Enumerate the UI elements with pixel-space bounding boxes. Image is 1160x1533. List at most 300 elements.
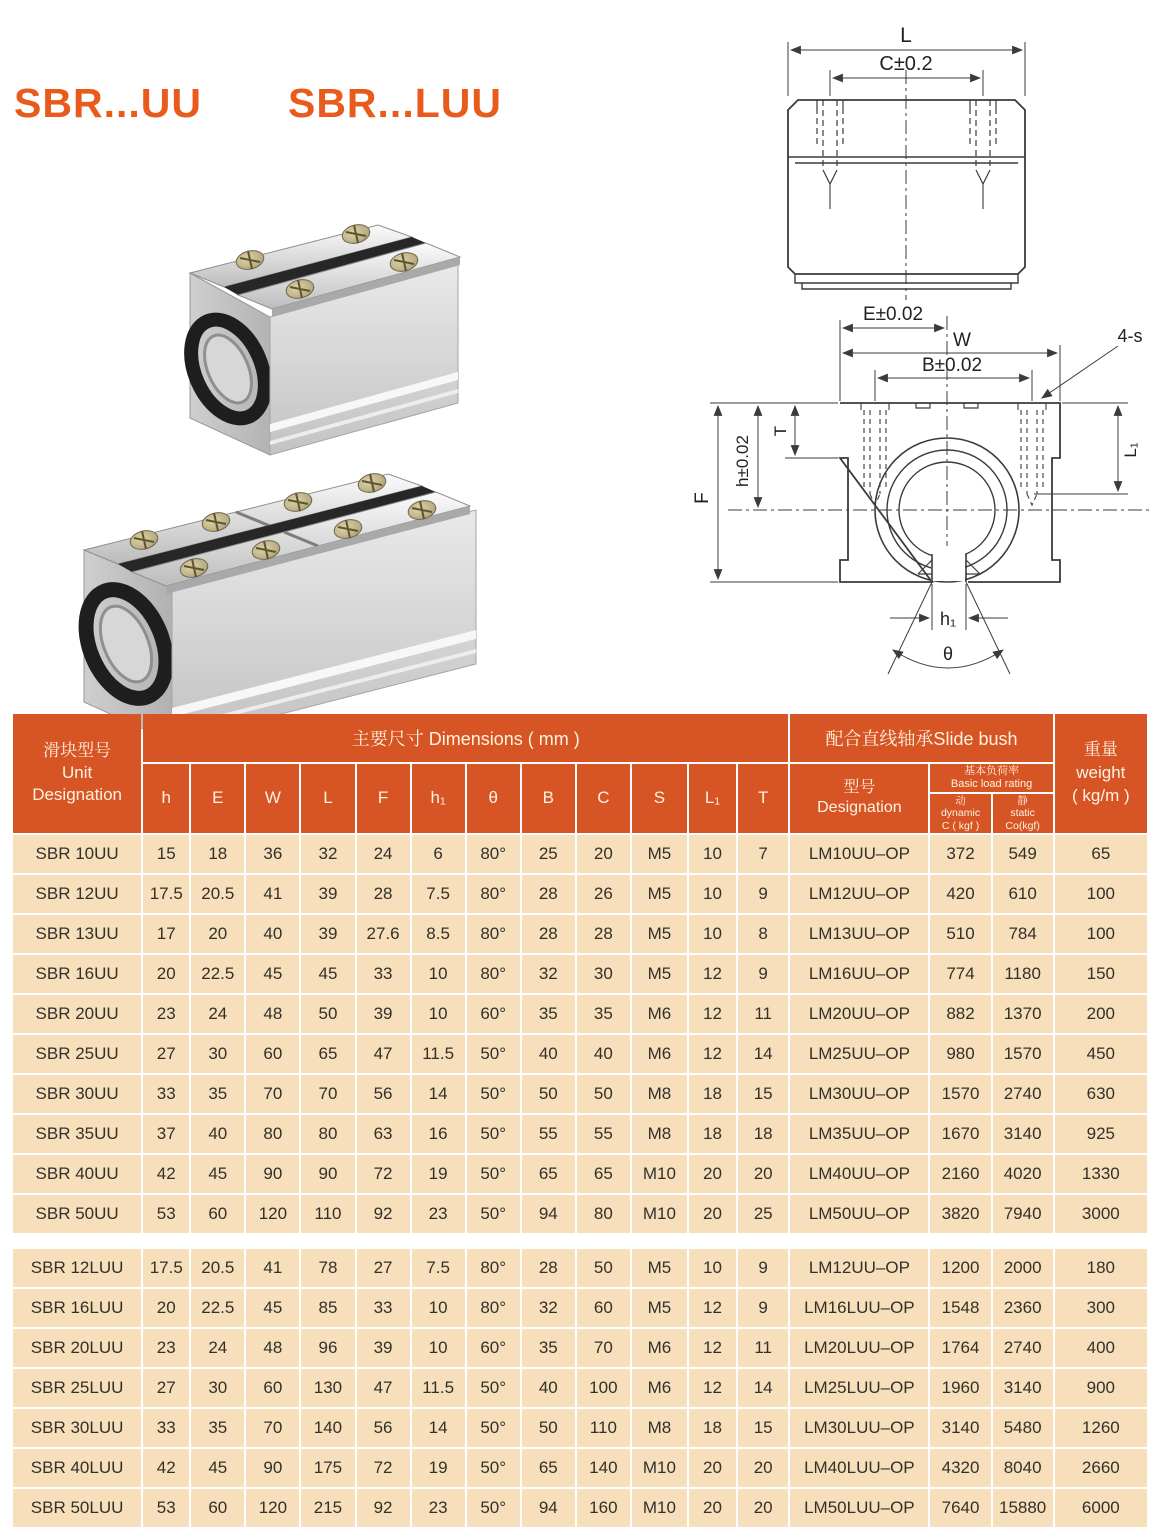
dimension-value-cell: 53: [143, 1195, 189, 1233]
static-load-cell: 610: [993, 875, 1053, 913]
dimension-value-cell: 7: [738, 835, 788, 873]
table-row: [13, 1249, 1147, 1287]
dimension-value-cell: 175: [301, 1449, 354, 1487]
bush-designation-cell: LM16UU–OP: [790, 955, 928, 993]
dimension-value-cell: 23: [412, 1489, 465, 1527]
dimension-value-cell: 27: [357, 1249, 410, 1287]
unit-designation-cell: SBR 25UU: [13, 1035, 141, 1073]
leader-4s: [1042, 346, 1118, 398]
col-header-E: E: [191, 764, 244, 833]
dimension-value-cell: M8: [632, 1409, 687, 1447]
col-header-h1: h₁: [412, 764, 465, 833]
unit-designation-cell: SBR 12UU: [13, 875, 141, 913]
dimension-value-cell: 39: [301, 875, 354, 913]
dimension-value-cell: 50°: [467, 1449, 520, 1487]
static-load-cell: 549: [993, 835, 1053, 873]
dimension-value-cell: 60: [246, 1369, 299, 1407]
dimension-value-cell: 50: [577, 1249, 630, 1287]
screw-hole: [1018, 403, 1046, 505]
col-header-theta: θ: [467, 764, 520, 833]
table-row: [13, 1155, 1147, 1193]
dimension-value-cell: 50: [522, 1075, 575, 1113]
dimension-value-cell: 11: [738, 1329, 788, 1367]
col-header-L: L: [301, 764, 354, 833]
dimension-value-cell: 45: [301, 955, 354, 993]
dynamic-load-cell: 1764: [930, 1329, 990, 1367]
dimension-value-cell: 35: [522, 1329, 575, 1367]
dimension-value-cell: M6: [632, 995, 687, 1033]
header-unit-en1: Unit: [61, 763, 93, 783]
dimension-value-cell: 18: [689, 1075, 736, 1113]
col-header-F: F: [357, 764, 410, 833]
dimension-value-cell: 94: [522, 1489, 575, 1527]
dimension-value-cell: 56: [357, 1409, 410, 1447]
slot-mask: [931, 546, 965, 581]
dimension-label-L: L: [900, 24, 912, 47]
header-model-en: Designation: [817, 799, 902, 817]
col-header-h: h: [143, 764, 189, 833]
dynamic-load-cell: 7640: [930, 1489, 990, 1527]
page-title: [14, 80, 502, 127]
dimension-value-cell: 60: [191, 1195, 244, 1233]
dynamic-load-cell: 372: [930, 835, 990, 873]
dimension-value-cell: 60: [577, 1289, 630, 1327]
header-stat-unit: Co(kgf): [1005, 819, 1040, 832]
dimension-value-cell: 35: [522, 995, 575, 1033]
col-header-W: W: [246, 764, 299, 833]
dynamic-load-cell: 3140: [930, 1409, 990, 1447]
table-section-gap: [13, 1235, 1147, 1247]
dimension-label-theta: θ: [942, 644, 954, 664]
header-load-cn: 基本负荷率: [964, 765, 1020, 777]
dimension-value-cell: 40: [191, 1115, 244, 1153]
dimension-value-cell: 12: [689, 1369, 736, 1407]
dimension-value-cell: 80: [246, 1115, 299, 1153]
dimension-label-W: W: [953, 330, 971, 351]
weight-value-cell: 400: [1055, 1329, 1147, 1367]
dimension-value-cell: 80°: [467, 1249, 520, 1287]
dimension-value-cell: 20: [689, 1155, 736, 1193]
dimension-value-cell: 25: [522, 835, 575, 873]
dimension-value-cell: M10: [632, 1489, 687, 1527]
static-load-cell: 4020: [993, 1155, 1053, 1193]
dimension-value-cell: 30: [191, 1369, 244, 1407]
side-view-svg: [695, 12, 1160, 304]
dimension-value-cell: 45: [191, 1155, 244, 1193]
dimension-value-cell: 18: [191, 835, 244, 873]
dimension-value-cell: 70: [577, 1329, 630, 1367]
unit-designation-cell: SBR 12LUU: [13, 1249, 141, 1287]
static-load-cell: 15880: [993, 1489, 1053, 1527]
static-load-cell: 1180: [993, 955, 1053, 993]
unit-designation-cell: SBR 35UU: [13, 1115, 141, 1153]
dimension-value-cell: 20: [738, 1155, 788, 1193]
dimension-value-cell: M5: [632, 1249, 687, 1287]
table-row: [13, 1289, 1147, 1327]
dimension-value-cell: 19: [412, 1155, 465, 1193]
col-header-T: T: [738, 764, 788, 833]
dimension-value-cell: 10: [689, 835, 736, 873]
header-stat-en: static: [1010, 807, 1035, 820]
dimension-value-cell: M5: [632, 915, 687, 953]
dimension-value-cell: M5: [632, 835, 687, 873]
weight-value-cell: 2660: [1055, 1449, 1147, 1487]
dynamic-load-cell: 1670: [930, 1115, 990, 1153]
dimension-value-cell: 120: [246, 1195, 299, 1233]
dimension-label-E: E±0.02: [862, 304, 924, 325]
dimension-value-cell: 65: [522, 1449, 575, 1487]
weight-value-cell: 150: [1055, 955, 1147, 993]
dimension-value-cell: 41: [246, 875, 299, 913]
dimension-value-cell: 92: [357, 1195, 410, 1233]
bush-designation-cell: LM10UU–OP: [790, 835, 928, 873]
dimension-value-cell: 92: [357, 1489, 410, 1527]
header-weight-en: weight: [1076, 762, 1126, 782]
dimension-value-cell: 40: [577, 1035, 630, 1073]
unit-designation-cell: SBR 16LUU: [13, 1289, 141, 1327]
dimension-value-cell: 50: [301, 995, 354, 1033]
bush-designation-cell: LM40LUU–OP: [790, 1449, 928, 1487]
dimension-value-cell: 27.6: [357, 915, 410, 953]
dimension-value-cell: 24: [191, 995, 244, 1033]
dimension-value-cell: 45: [191, 1449, 244, 1487]
table-row: [13, 955, 1147, 993]
dimension-value-cell: 22.5: [191, 1289, 244, 1327]
dimension-value-cell: 20: [689, 1449, 736, 1487]
dimension-value-cell: 22.5: [191, 955, 244, 993]
dimension-value-cell: 9: [738, 955, 788, 993]
static-load-cell: 2360: [993, 1289, 1053, 1327]
unit-designation-cell: SBR 13UU: [13, 915, 141, 953]
section-gap-spacer: [13, 1235, 1147, 1247]
dimension-value-cell: 18: [689, 1115, 736, 1153]
dimension-value-cell: 48: [246, 1329, 299, 1367]
dimension-value-cell: 110: [301, 1195, 354, 1233]
unit-designation-cell: SBR 50UU: [13, 1195, 141, 1233]
header-model-cn: 型号: [843, 779, 876, 797]
header-dyn-cn: 动: [955, 795, 966, 808]
dimension-value-cell: 11: [738, 995, 788, 1033]
dimension-label-B: B±0.02: [921, 355, 983, 376]
technical-drawing-front-section: [690, 298, 1160, 706]
col-header-basic-load-rating: [930, 764, 1052, 792]
screw-hole: [861, 403, 889, 505]
static-load-cell: 1370: [993, 995, 1053, 1033]
dimension-value-cell: 30: [577, 955, 630, 993]
dimension-value-cell: 50°: [467, 1155, 520, 1193]
table-row: [13, 1035, 1147, 1073]
dimension-value-cell: 36: [246, 835, 299, 873]
dimension-value-cell: 160: [577, 1489, 630, 1527]
dimension-value-cell: M6: [632, 1035, 687, 1073]
dimension-value-cell: 47: [357, 1369, 410, 1407]
dimension-value-cell: 80°: [467, 915, 520, 953]
bush-designation-cell: LM16LUU–OP: [790, 1289, 928, 1327]
dimension-value-cell: 90: [246, 1155, 299, 1193]
weight-value-cell: 450: [1055, 1035, 1147, 1073]
dimension-value-cell: 28: [522, 875, 575, 913]
dimension-label-C: C±0.2: [879, 53, 933, 75]
dimension-value-cell: 56: [357, 1075, 410, 1113]
dimension-value-cell: 60°: [467, 1329, 520, 1367]
dimension-value-cell: 24: [191, 1329, 244, 1367]
dimension-L1: [1034, 403, 1128, 494]
header-dyn-unit: C ( kgf ): [941, 819, 980, 832]
dimension-value-cell: 20: [689, 1195, 736, 1233]
dimension-value-cell: 17.5: [143, 875, 189, 913]
bush-designation-cell: LM20LUU–OP: [790, 1329, 928, 1367]
dimension-value-cell: 72: [357, 1155, 410, 1193]
dimension-value-cell: 14: [412, 1409, 465, 1447]
dimension-value-cell: 20: [689, 1489, 736, 1527]
col-header-L1: L₁: [689, 764, 736, 833]
dimension-value-cell: 90: [301, 1155, 354, 1193]
unit-designation-cell: SBR 30UU: [13, 1075, 141, 1113]
dimension-value-cell: 33: [357, 1289, 410, 1327]
dimension-value-cell: 90: [246, 1449, 299, 1487]
dynamic-load-cell: 882: [930, 995, 990, 1033]
static-load-cell: 7940: [993, 1195, 1053, 1233]
dimension-value-cell: 28: [357, 875, 410, 913]
table-row: [13, 1075, 1147, 1113]
dimension-value-cell: 78: [301, 1249, 354, 1287]
dimension-value-cell: 45: [246, 1289, 299, 1327]
bush-designation-cell: LM50LUU–OP: [790, 1489, 928, 1527]
dimension-value-cell: 35: [577, 995, 630, 1033]
dimension-value-cell: 63: [357, 1115, 410, 1153]
dimension-value-cell: 27: [143, 1369, 189, 1407]
dimension-value-cell: 80°: [467, 835, 520, 873]
dimension-value-cell: M5: [632, 875, 687, 913]
header-weight-cn: 重量: [1083, 739, 1118, 759]
dimension-value-cell: 27: [143, 1035, 189, 1073]
col-header-bush-model: [790, 764, 928, 833]
dimension-value-cell: 96: [301, 1329, 354, 1367]
dimension-value-cell: 70: [246, 1075, 299, 1113]
col-header-B: B: [522, 764, 575, 833]
dimension-value-cell: 17.5: [143, 1249, 189, 1287]
unit-designation-cell: SBR 40UU: [13, 1155, 141, 1193]
col-header-slide-bush: 配合直线轴承Slide bush: [790, 714, 1052, 762]
dimension-value-cell: 10: [412, 995, 465, 1033]
table-row: [13, 995, 1147, 1033]
dimension-value-cell: 50°: [467, 1489, 520, 1527]
dimension-T: [785, 406, 838, 458]
dimension-value-cell: 45: [246, 955, 299, 993]
weight-value-cell: 200: [1055, 995, 1147, 1033]
dimension-value-cell: 110: [577, 1409, 630, 1447]
dimension-value-cell: 35: [191, 1075, 244, 1113]
col-header-dimensions: 主要尺寸 Dimensions ( mm ): [143, 714, 788, 762]
dimension-value-cell: 50°: [467, 1409, 520, 1447]
dimension-value-cell: 35: [191, 1409, 244, 1447]
dimension-value-cell: M8: [632, 1075, 687, 1113]
weight-value-cell: 900: [1055, 1369, 1147, 1407]
col-header-unit-designation: [13, 714, 141, 833]
dynamic-load-cell: 1200: [930, 1249, 990, 1287]
title-sbr-uu: SBR...UU: [14, 80, 202, 126]
unit-designation-cell: SBR 10UU: [13, 835, 141, 873]
weight-value-cell: 925: [1055, 1115, 1147, 1153]
dynamic-load-cell: 510: [930, 915, 990, 953]
weight-value-cell: 100: [1055, 915, 1147, 953]
dynamic-load-cell: 1548: [930, 1289, 990, 1327]
weight-value-cell: 1330: [1055, 1155, 1147, 1193]
dimension-value-cell: 65: [522, 1155, 575, 1193]
col-header-C: C: [577, 764, 630, 833]
dimension-value-cell: 50°: [467, 1035, 520, 1073]
weight-value-cell: 300: [1055, 1289, 1147, 1327]
header-unit-en2: Designation: [32, 785, 122, 805]
dimension-value-cell: 32: [522, 1289, 575, 1327]
dimension-value-cell: 6: [412, 835, 465, 873]
dimension-value-cell: 11.5: [412, 1035, 465, 1073]
dimension-value-cell: 70: [301, 1075, 354, 1113]
dimension-value-cell: 28: [522, 1249, 575, 1287]
unit-designation-cell: SBR 40LUU: [13, 1449, 141, 1487]
dimension-value-cell: 20: [738, 1489, 788, 1527]
bush-designation-cell: LM30LUU–OP: [790, 1409, 928, 1447]
dimension-value-cell: 50°: [467, 1115, 520, 1153]
bush-designation-cell: LM13UU–OP: [790, 915, 928, 953]
col-header-static-load: [993, 794, 1053, 832]
table-row: [13, 1195, 1147, 1233]
dimension-value-cell: 32: [301, 835, 354, 873]
dimension-value-cell: 50°: [467, 1075, 520, 1113]
col-header-weight: [1055, 714, 1147, 833]
table-section-uu: [13, 835, 1147, 1233]
dimension-value-cell: 12: [689, 1329, 736, 1367]
weight-value-cell: 630: [1055, 1075, 1147, 1113]
dimension-value-cell: 33: [143, 1075, 189, 1113]
table-row: [13, 915, 1147, 953]
header-unit-cn: 滑块型号: [43, 741, 112, 761]
dimension-value-cell: M10: [632, 1195, 687, 1233]
dimension-value-cell: 40: [522, 1369, 575, 1407]
bush-designation-cell: LM35UU–OP: [790, 1115, 928, 1153]
dimension-value-cell: 28: [577, 915, 630, 953]
dynamic-load-cell: 2160: [930, 1155, 990, 1193]
weight-value-cell: 1260: [1055, 1409, 1147, 1447]
dimension-value-cell: 20.5: [191, 1249, 244, 1287]
static-load-cell: 8040: [993, 1449, 1053, 1487]
dimension-value-cell: 9: [738, 875, 788, 913]
dimension-value-cell: 42: [143, 1449, 189, 1487]
col-header-dynamic-load: [930, 794, 990, 832]
dimension-value-cell: 39: [357, 1329, 410, 1367]
dimension-label-T: T: [771, 425, 790, 437]
dimension-label-h: h±0.02: [733, 435, 752, 487]
dimension-value-cell: 94: [522, 1195, 575, 1233]
unit-designation-cell: SBR 20LUU: [13, 1329, 141, 1367]
dimension-value-cell: 10: [412, 955, 465, 993]
static-load-cell: 784: [993, 915, 1053, 953]
dimension-label-F: F: [692, 492, 713, 504]
dynamic-load-cell: 4320: [930, 1449, 990, 1487]
table-row: [13, 1329, 1147, 1367]
dimension-value-cell: 23: [412, 1195, 465, 1233]
unit-designation-cell: SBR 25LUU: [13, 1369, 141, 1407]
spec-table: [11, 712, 1149, 1529]
dimension-value-cell: 28: [522, 915, 575, 953]
static-load-cell: 1570: [993, 1035, 1053, 1073]
dimension-value-cell: 20: [738, 1449, 788, 1487]
dimension-value-cell: 50°: [467, 1369, 520, 1407]
dimension-label-h1: h₁: [939, 609, 957, 629]
dynamic-load-cell: 1960: [930, 1369, 990, 1407]
header-dyn-en: dynamic: [940, 807, 981, 820]
dimension-value-cell: 14: [738, 1035, 788, 1073]
dimension-value-cell: 41: [246, 1249, 299, 1287]
dimension-value-cell: 10: [412, 1289, 465, 1327]
static-load-cell: 5480: [993, 1409, 1053, 1447]
bush-designation-cell: LM30UU–OP: [790, 1075, 928, 1113]
weight-value-cell: 65: [1055, 835, 1147, 873]
dimension-value-cell: 55: [577, 1115, 630, 1153]
dimension-value-cell: 140: [301, 1409, 354, 1447]
dimension-value-cell: 10: [689, 915, 736, 953]
dimension-value-cell: 18: [738, 1115, 788, 1153]
static-load-cell: 3140: [993, 1115, 1053, 1153]
table-row: [13, 835, 1147, 873]
weight-value-cell: 3000: [1055, 1195, 1147, 1233]
dimension-value-cell: 15: [143, 835, 189, 873]
bush-designation-cell: LM25LUU–OP: [790, 1369, 928, 1407]
dimension-value-cell: 65: [577, 1155, 630, 1193]
dimension-value-cell: M10: [632, 1155, 687, 1193]
dimension-value-cell: 26: [577, 875, 630, 913]
dimension-value-cell: 70: [246, 1409, 299, 1447]
dimension-value-cell: 15: [738, 1409, 788, 1447]
unit-designation-cell: SBR 16UU: [13, 955, 141, 993]
table-row: [13, 1409, 1147, 1447]
table-row: [13, 1449, 1147, 1487]
table-row: [13, 1115, 1147, 1153]
dimension-value-cell: 40: [246, 915, 299, 953]
dimension-value-cell: 80: [301, 1115, 354, 1153]
col-header-S: S: [632, 764, 687, 833]
dimension-value-cell: 25: [738, 1195, 788, 1233]
dimension-value-cell: 39: [357, 995, 410, 1033]
dimension-value-cell: 20: [577, 835, 630, 873]
title-sbr-luu: SBR...LUU: [287, 80, 502, 126]
dimension-value-cell: 50: [522, 1409, 575, 1447]
bush-designation-cell: LM50UU–OP: [790, 1195, 928, 1233]
table-row: [13, 1489, 1147, 1527]
dimension-value-cell: 23: [143, 995, 189, 1033]
bush-designation-cell: LM25UU–OP: [790, 1035, 928, 1073]
dimension-value-cell: M6: [632, 1369, 687, 1407]
dimension-value-cell: 55: [522, 1115, 575, 1153]
technical-drawing-side-view: [695, 12, 1160, 304]
dimension-value-cell: 80°: [467, 955, 520, 993]
dynamic-load-cell: 774: [930, 955, 990, 993]
dimension-value-cell: 15: [738, 1075, 788, 1113]
dimension-value-cell: 65: [301, 1035, 354, 1073]
dimension-value-cell: 60: [246, 1035, 299, 1073]
dimension-value-cell: 130: [301, 1369, 354, 1407]
dimension-label-4s: 4-s: [1117, 326, 1143, 346]
unit-designation-cell: SBR 30LUU: [13, 1409, 141, 1447]
dimension-value-cell: 39: [301, 915, 354, 953]
header-load-en: Basic load rating: [950, 778, 1033, 791]
front-section-svg: [690, 298, 1160, 706]
dimension-value-cell: 17: [143, 915, 189, 953]
static-load-cell: 2000: [993, 1249, 1053, 1287]
dimension-value-cell: 24: [357, 835, 410, 873]
dimension-value-cell: 85: [301, 1289, 354, 1327]
dimension-value-cell: 18: [689, 1409, 736, 1447]
